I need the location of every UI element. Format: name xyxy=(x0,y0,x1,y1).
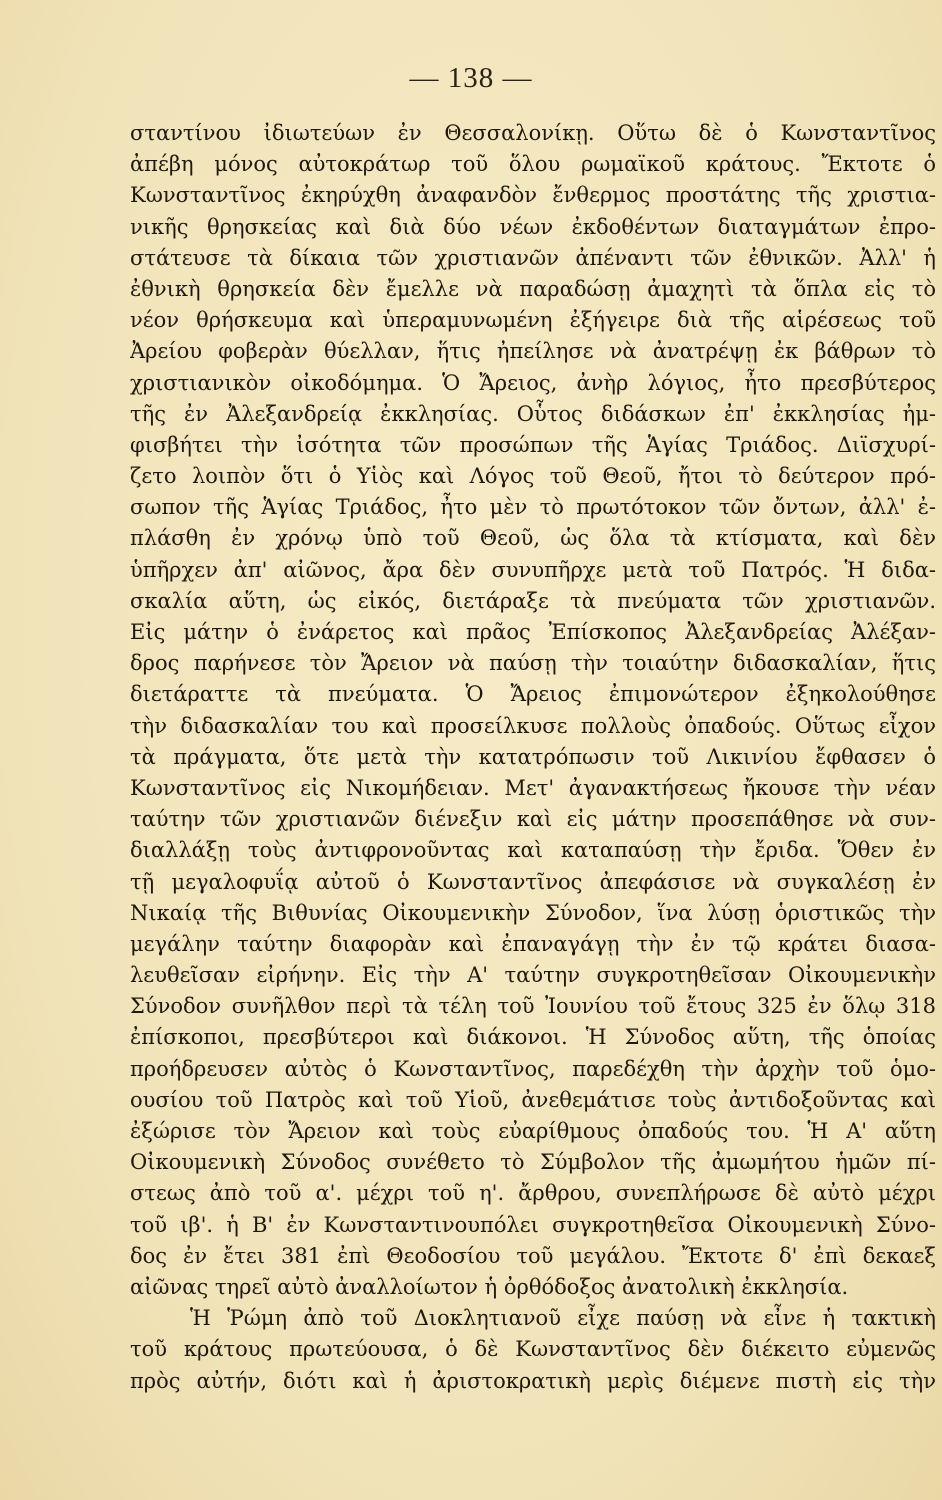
text-line: Νικαίᾳ τῆς Βιθυνίας Οἰκουμενικὴν Σύνοδον, ἵνα λύσῃ ὁριστικῶς τὴν xyxy=(130,900,936,925)
body-text xyxy=(130,118,936,1397)
text-line: φισβήτει τὴν ἰσότητα τῶν προσώπων τῆς Ἁγίας Τριάδος. Διϊσχυρί- xyxy=(130,432,936,457)
text-line: ἐθνικὴ θρησκεία δὲν ἔμελλε νὰ παραδώσῃ ἀμαχητὶ τὰ ὅπλα εἰς τὸ xyxy=(130,276,936,301)
text-line: Ἀρείου φοβερὰν θύελλαν, ἥτις ἠπείλησε νὰ ἀνατρέψῃ ἐκ βάθρων τὸ xyxy=(130,339,936,364)
text-line: ζετο λοιπὸν ὅτι ὁ Υἱὸς καὶ Λόγος τοῦ Θεοῦ, ἤτοι τὸ δεύτερον πρό- xyxy=(130,464,936,489)
text-line: ἀπέβη μόνος αὐτοκράτωρ τοῦ ὅλου ρωμαϊκοῦ κράτους. Ἔκτοτε ὁ xyxy=(130,152,936,177)
text-line: διετάραττε τὰ πνεύματα. Ὁ Ἄρειος ἐπιμονώτερον ἐξηκολούθησε xyxy=(130,682,936,707)
text-line: διαλλάξῃ τοὺς ἀντιφρονοῦντας καὶ καταπαύσῃ τὴν ἔριδα. Ὅθεν ἐν xyxy=(130,838,936,863)
text-line: Σύνοδον συνῆλθον περὶ τὰ τέλη τοῦ Ἰουνίου τοῦ ἔτους 325 ἐν ὅλῳ 318 xyxy=(130,994,936,1019)
page-number: — 138 — xyxy=(409,62,533,94)
text-line: λευθεῖσαν εἰρήνην. Εἰς τὴν Α' ταύτην συγκροτηθεῖσαν Οἰκουμενικὴν xyxy=(130,963,936,988)
text-line: πρὸς αὐτήν, διότι καὶ ἡ ἀριστοκρατικὴ μερὶς διέμενε πιστὴ εἰς τὴν xyxy=(130,1368,936,1393)
text-line: τῆς ἐν Ἀλεξανδρείᾳ ἐκκλησίας. Οὗτος διδάσκων ἐπ' ἐκκλησίας ἠμ- xyxy=(130,401,936,426)
text-line: τοῦ ιβ'. ἡ Β' ἐν Κωνσταντινουπόλει συγκροτηθεῖσα Οἰκουμενικὴ Σύνο- xyxy=(130,1212,936,1237)
text-line: στεως ἀπὸ τοῦ α'. μέχρι τοῦ η'. ἄρθρου, συνεπλήρωσε δὲ αὐτὸ μέχρι xyxy=(130,1181,936,1206)
text-line: Εἰς μάτην ὁ ἐνάρετος καὶ πρᾶος Ἐπίσκοπος Ἀλεξανδρείας Ἀλέξαν- xyxy=(130,620,936,644)
text-line: ουσίου τοῦ Πατρὸς καὶ τοῦ Υἱοῦ, ἀνεθεμάτισε τοὺς ἀντιδοξοῦντας καὶ xyxy=(130,1087,936,1112)
text-line: Οἰκουμενικὴ Σύνοδος συνέθετο τὸ Σύμβολον τῆς ἀμωμήτου ἡμῶν πί- xyxy=(130,1150,936,1175)
text-line: τὴν διδασκαλίαν του καὶ προσείλκυσε πολλοὺς ὀπαδούς. Οὕτως εἶχον xyxy=(130,713,936,738)
text-line: ἐπίσκοποι, πρεσβύτεροι καὶ διάκονοι. Ἡ Σύνοδος αὕτη, τῆς ὁποίας xyxy=(130,1025,936,1050)
text-line: δος ἐν ἔτει 381 ἐπὶ Θεοδοσίου τοῦ μεγάλου. Ἔκτοτε δ' ἐπὶ δεκαεξ xyxy=(130,1243,936,1268)
paragraph-start-line: Ἡ Ῥώμη ἀπὸ τοῦ Διοκλητιανοῦ εἶχε παύσῃ νὰ εἶνε ἡ τακτικὴ xyxy=(190,1306,936,1331)
text-line: τῇ μεγαλοφυΐᾳ αὐτοῦ ὁ Κωνσταντῖνος ἀπεφάσισε νὰ συγκαλέσῃ ἐν xyxy=(130,869,936,894)
text-line: σκαλία αὕτη, ὡς εἰκός, διετάραξε τὰ πνεύματα τῶν χριστιανῶν. xyxy=(130,588,936,613)
text-line: τὰ πράγματα, ὅτε μετὰ τὴν κατατρόπωσιν τοῦ Λικινίου ἔφθασεν ὁ xyxy=(130,744,936,769)
text-line: Κωνσταντῖνος ἐκηρύχθη ἀναφανδὸν ἔνθερμος προστάτης τῆς χριστια- xyxy=(130,183,936,208)
text-line: σταντίνου ἰδιωτεύων ἐν Θεσσαλονίκῃ. Οὕτω δὲ ὁ Κωνσταντῖνος xyxy=(130,121,936,145)
text-line: δρος παρήνεσε τὸν Ἄρειον νὰ παύσῃ τὴν τοιαύτην διδασκαλίαν, ἥτις xyxy=(130,651,936,676)
text-line: προήδρευσεν αὐτὸς ὁ Κωνσταντῖνος, παρεδέχθη τὴν ἀρχὴν τοῦ ὁμο- xyxy=(130,1056,936,1081)
text-line: μεγάλην ταύτην διαφορὰν καὶ ἐπαναγάγῃ τὴν ἐν τῷ κράτει διασα- xyxy=(130,931,936,956)
text-line: νικῆς θρησκείας καὶ διὰ δύο νέων ἐκδοθέντων διαταγμάτων ἐπρο- xyxy=(130,214,936,239)
text-line: χριστιανικὸν οἰκοδόμημα. Ὁ Ἄρειος, ἀνὴρ λόγιος, ἦτο πρεσβύτερος xyxy=(130,370,936,395)
text-line: ταύτην τῶν χριστιανῶν διένεξιν καὶ εἰς μάτην προσεπάθησε νὰ συν- xyxy=(130,807,936,832)
text-line: νέον θρήσκευμα καὶ ὑπεραμυνωμένη ἐξήγειρε διὰ τῆς αἱρέσεως τοῦ xyxy=(130,308,936,333)
paragraph-end-line: αἰῶνας τηρεῖ αὐτὸ ἀναλλοίωτον ἡ ὀρθόδοξος ἀνατολικὴ ἐκκλησία. xyxy=(130,1274,849,1299)
text-line: πλάσθη ἐν χρόνῳ ὑπὸ τοῦ Θεοῦ, ὡς ὅλα τὰ κτίσματα, καὶ δὲν xyxy=(130,526,936,551)
text-line: τοῦ κράτους πρωτεύουσα, ὁ δὲ Κωνσταντῖνος δὲν διέκειτο εὐμενῶς xyxy=(130,1337,936,1362)
text-line: ὑπῆρχεν ἀπ' αἰῶνος, ἄρα δὲν συνυπῆρχε μετὰ τοῦ Πατρός. Ἡ διδα- xyxy=(130,557,936,582)
text-line: σωπον τῆς Ἁγίας Τριάδος, ἦτο μὲν τὸ πρωτότοκον τῶν ὄντων, ἀλλ' ἐ- xyxy=(130,495,936,520)
text-line: ἐξώρισε τὸν Ἄρειον καὶ τοὺς εὐαρίθμους ὀπαδούς του. Ἡ Α' αὕτη xyxy=(130,1119,936,1143)
text-line: Κωνσταντῖνος εἰς Νικομήδειαν. Μετ' ἀγανακτήσεως ἤκουσε τὴν νέαν xyxy=(130,775,936,800)
text-line: στάτευσε τὰ δίκαια τῶν χριστιανῶν ἀπέναντι τῶν ἐθνικῶν. Ἀλλ' ἡ xyxy=(130,245,936,270)
